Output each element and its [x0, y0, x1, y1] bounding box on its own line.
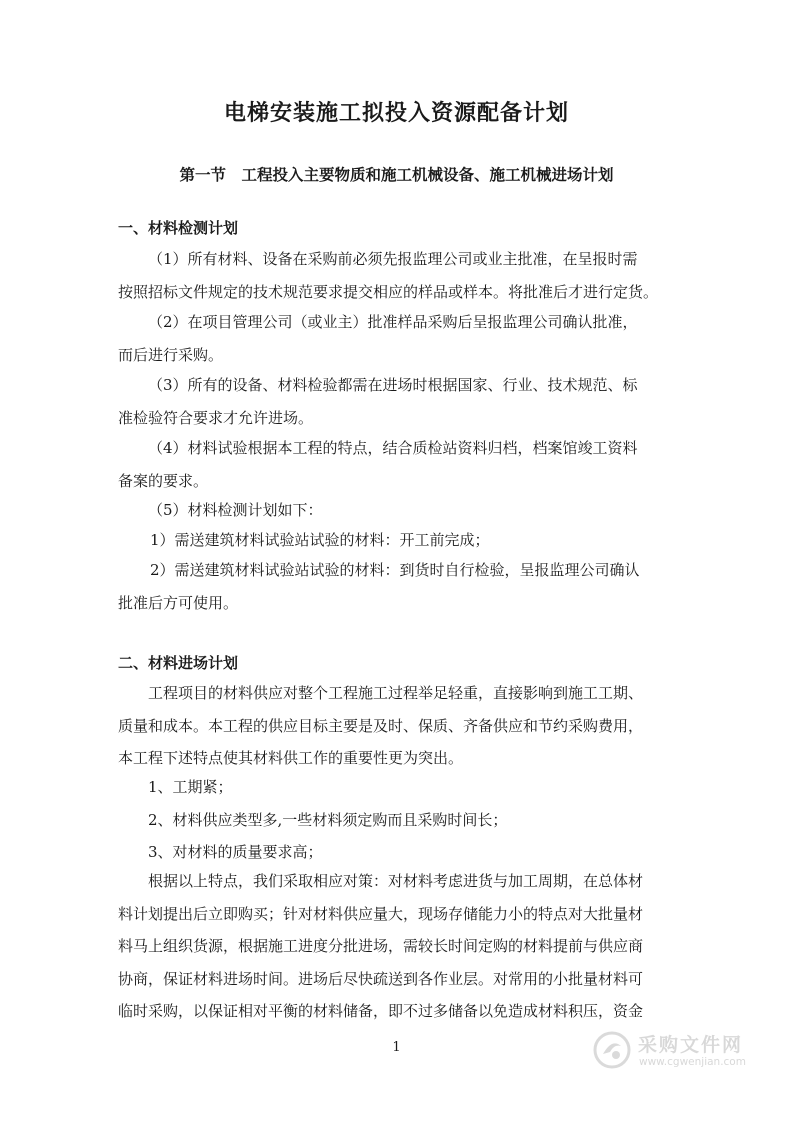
- text-line: 根据以上特点，我们采取相应对策：对材料考虑进货与加工周期，在总体材: [148, 872, 644, 890]
- page-number: 1: [392, 1040, 401, 1055]
- text-line: （4）材料试验根据本工程的特点，结合质检站资料归档，档案馆竣工资料: [148, 439, 638, 457]
- part2-points: [118, 771, 678, 869]
- text-line: 准检验符合要求才允许进场。: [118, 408, 314, 427]
- part1-heading: 一、材料检测计划: [118, 219, 239, 237]
- watermark: [592, 1028, 762, 1076]
- text-line: 2、材料供应类型多,一些材料须定购而且采购时间长；: [148, 810, 508, 829]
- document-title: 电梯安装施工拟投入资源配备计划: [223, 100, 569, 126]
- text-line: 工程项目的材料供应对整个工程施工过程举足轻重，直接影响到施工工期、: [148, 684, 644, 702]
- text-line: 协商，保证材料进场时间。进场后尽快疏送到各作业层。对常用的小批量材料可: [118, 969, 644, 988]
- text-line: 1）需送建筑材料试验站试验的材料：开工前完成；: [150, 531, 490, 549]
- watermark-name: 采购文件网: [638, 1034, 744, 1056]
- text-line: 料计划提出后立即购买；针对材料供应量大，现场存储能力小的特点对大批量材: [118, 904, 644, 923]
- text-line: 而后进行采购。: [118, 345, 224, 364]
- cgwenjian-logo-icon: [592, 1030, 632, 1070]
- text-line: 2）需送建筑材料试验站试验的材料：到货时自行检验，呈报监理公司确认: [150, 561, 640, 579]
- part2-intro: [118, 677, 678, 775]
- text-line: 临时采购，以保证相对平衡的材料储备，即不过多储备以免造成材料积压，资金: [118, 1002, 644, 1020]
- part1-item-2: [118, 306, 678, 371]
- text-line: （3）所有的设备、材料检验都需在进场时根据国家、行业、技术规范、标: [148, 376, 638, 394]
- text-line: （1）所有材料、设备在采购前必须先报监理公司或业主批准，在呈报时需: [148, 250, 638, 268]
- part1-item-1: [118, 243, 678, 308]
- section-title: 第一节 工程投入主要物质和施工机械设备、施工机械进场计划: [179, 165, 614, 184]
- text-line: 1、工期紧；: [148, 778, 233, 796]
- part2-conclusion: [118, 865, 678, 1028]
- text-line: 批准后方可使用。: [118, 593, 239, 612]
- text-line: 料马上组织货源，根据施工进度分批进场，需较长时间定购的材料提前与供应商: [118, 937, 644, 955]
- text-line: 3、对材料的质量要求高；: [148, 843, 323, 861]
- part1-item-3: [118, 369, 678, 434]
- text-line: 按照招标文件规定的技术规范要求提交相应的样品或样本。将批准后才进行定货。: [118, 282, 659, 301]
- watermark-url: www.cgwenjian.com: [639, 1056, 746, 1068]
- part1-item-5: [118, 494, 678, 527]
- part1-item-4: [118, 432, 678, 497]
- part1-item-6: [118, 524, 678, 557]
- part1-item-7: [118, 554, 678, 619]
- text-line: （2）在项目管理公司（或业主）批准样品采购后呈报监理公司确认批准，: [148, 313, 638, 331]
- part2-heading: 二、材料进场计划: [118, 654, 239, 672]
- text-line: 备案的要求。: [118, 471, 209, 490]
- text-line: 本工程下述特点使其材料供工作的重要性更为突出。: [118, 749, 464, 767]
- text-line: 质量和成本。本工程的供应目标主要是及时、保质、齐备供应和节约采购费用，: [118, 716, 644, 735]
- text-line: （5）材料检测计划如下：: [148, 501, 323, 519]
